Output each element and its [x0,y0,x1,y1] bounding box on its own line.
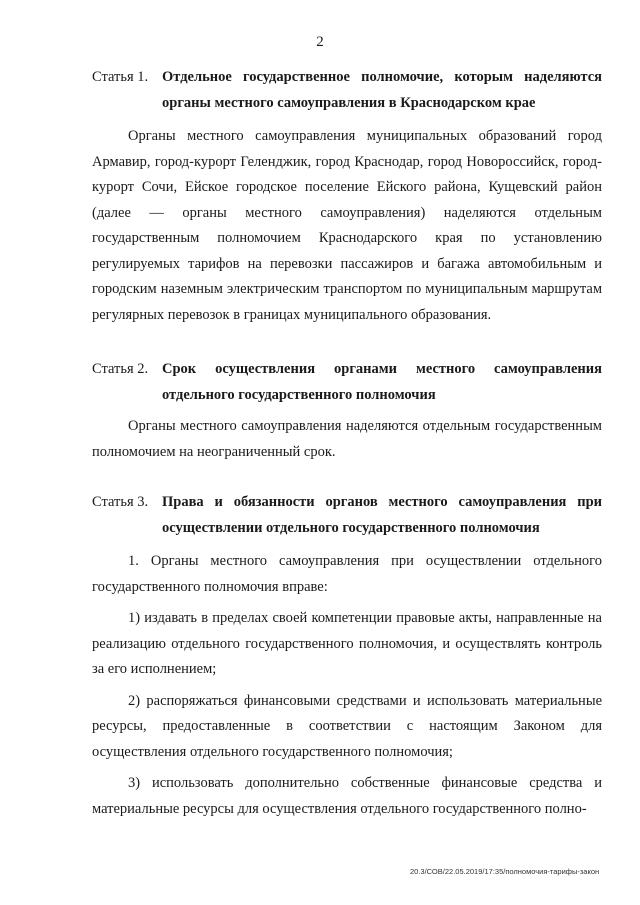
article-paragraph: Органы местного самоуправления муниципальных образований город Армавир, город-курорт Геленджик, город Краснодар, город Новороссийск, город-курорт Сочи, Ейское городское поселение Ейского района, Кущевский район (далее — органы местного самоуправления) наделяются отдельным государственным полномочием Краснодарского края по установлению регулируемых тарифов на перевозки пассажиров и багажа автомобильным и городским наземным электрическим транспортом по муниципальным маршрутам регулярных перевозок в границах муниципального образования. [92,128,602,323]
article-title: Отдельное государственное полномочие, которым наделяются органы местного самоуправления в Краснодарском крае [162,69,602,111]
article-title: Права и обязанности органов местного самоуправления при осуществлении отдельного государственного полномочия [162,494,602,536]
article-paragraph: 3) использовать дополнительно собственные финансовые средства и материальные ресурсы для осуществления отдельного государственного полно- [92,775,602,817]
article-number: Статья 2. [92,361,149,377]
article-heading [92,489,602,541]
article-2 [92,356,602,465]
article-number: Статья 1. [92,69,149,85]
page-number: 2 [316,34,324,50]
article-heading [92,64,602,116]
article-paragraph: 1. Органы местного самоуправления при осуществлении отдельного государственного полномочия вправе: [92,553,602,595]
article-paragraph: 1) издавать в пределах своей компетенции правовые акты, направленные на реализацию отдельного государственного полномочия, и осуществлять контроль за его исполнением; [92,610,602,677]
article-3 [92,489,602,822]
article-number: Статья 3. [92,494,149,510]
article-paragraph: 2) распоряжаться финансовыми средствами и использовать материальные ресурсы, предоставленные в соответствии с настоящим Законом для осуществления отдельного государственного полномочия; [92,692,602,760]
article-heading [92,356,602,408]
article-title: Срок осуществления органами местного самоуправления отдельного государственного полномочия [162,361,602,403]
document-footer: 20.3/СОВ/22.05.2019/17:35/полномочия-тарифы-закон [410,867,600,876]
article-1 [92,64,602,328]
article-paragraph: Органы местного самоуправления наделяются отдельным государственным полномочием на неограниченный срок. [92,418,602,460]
